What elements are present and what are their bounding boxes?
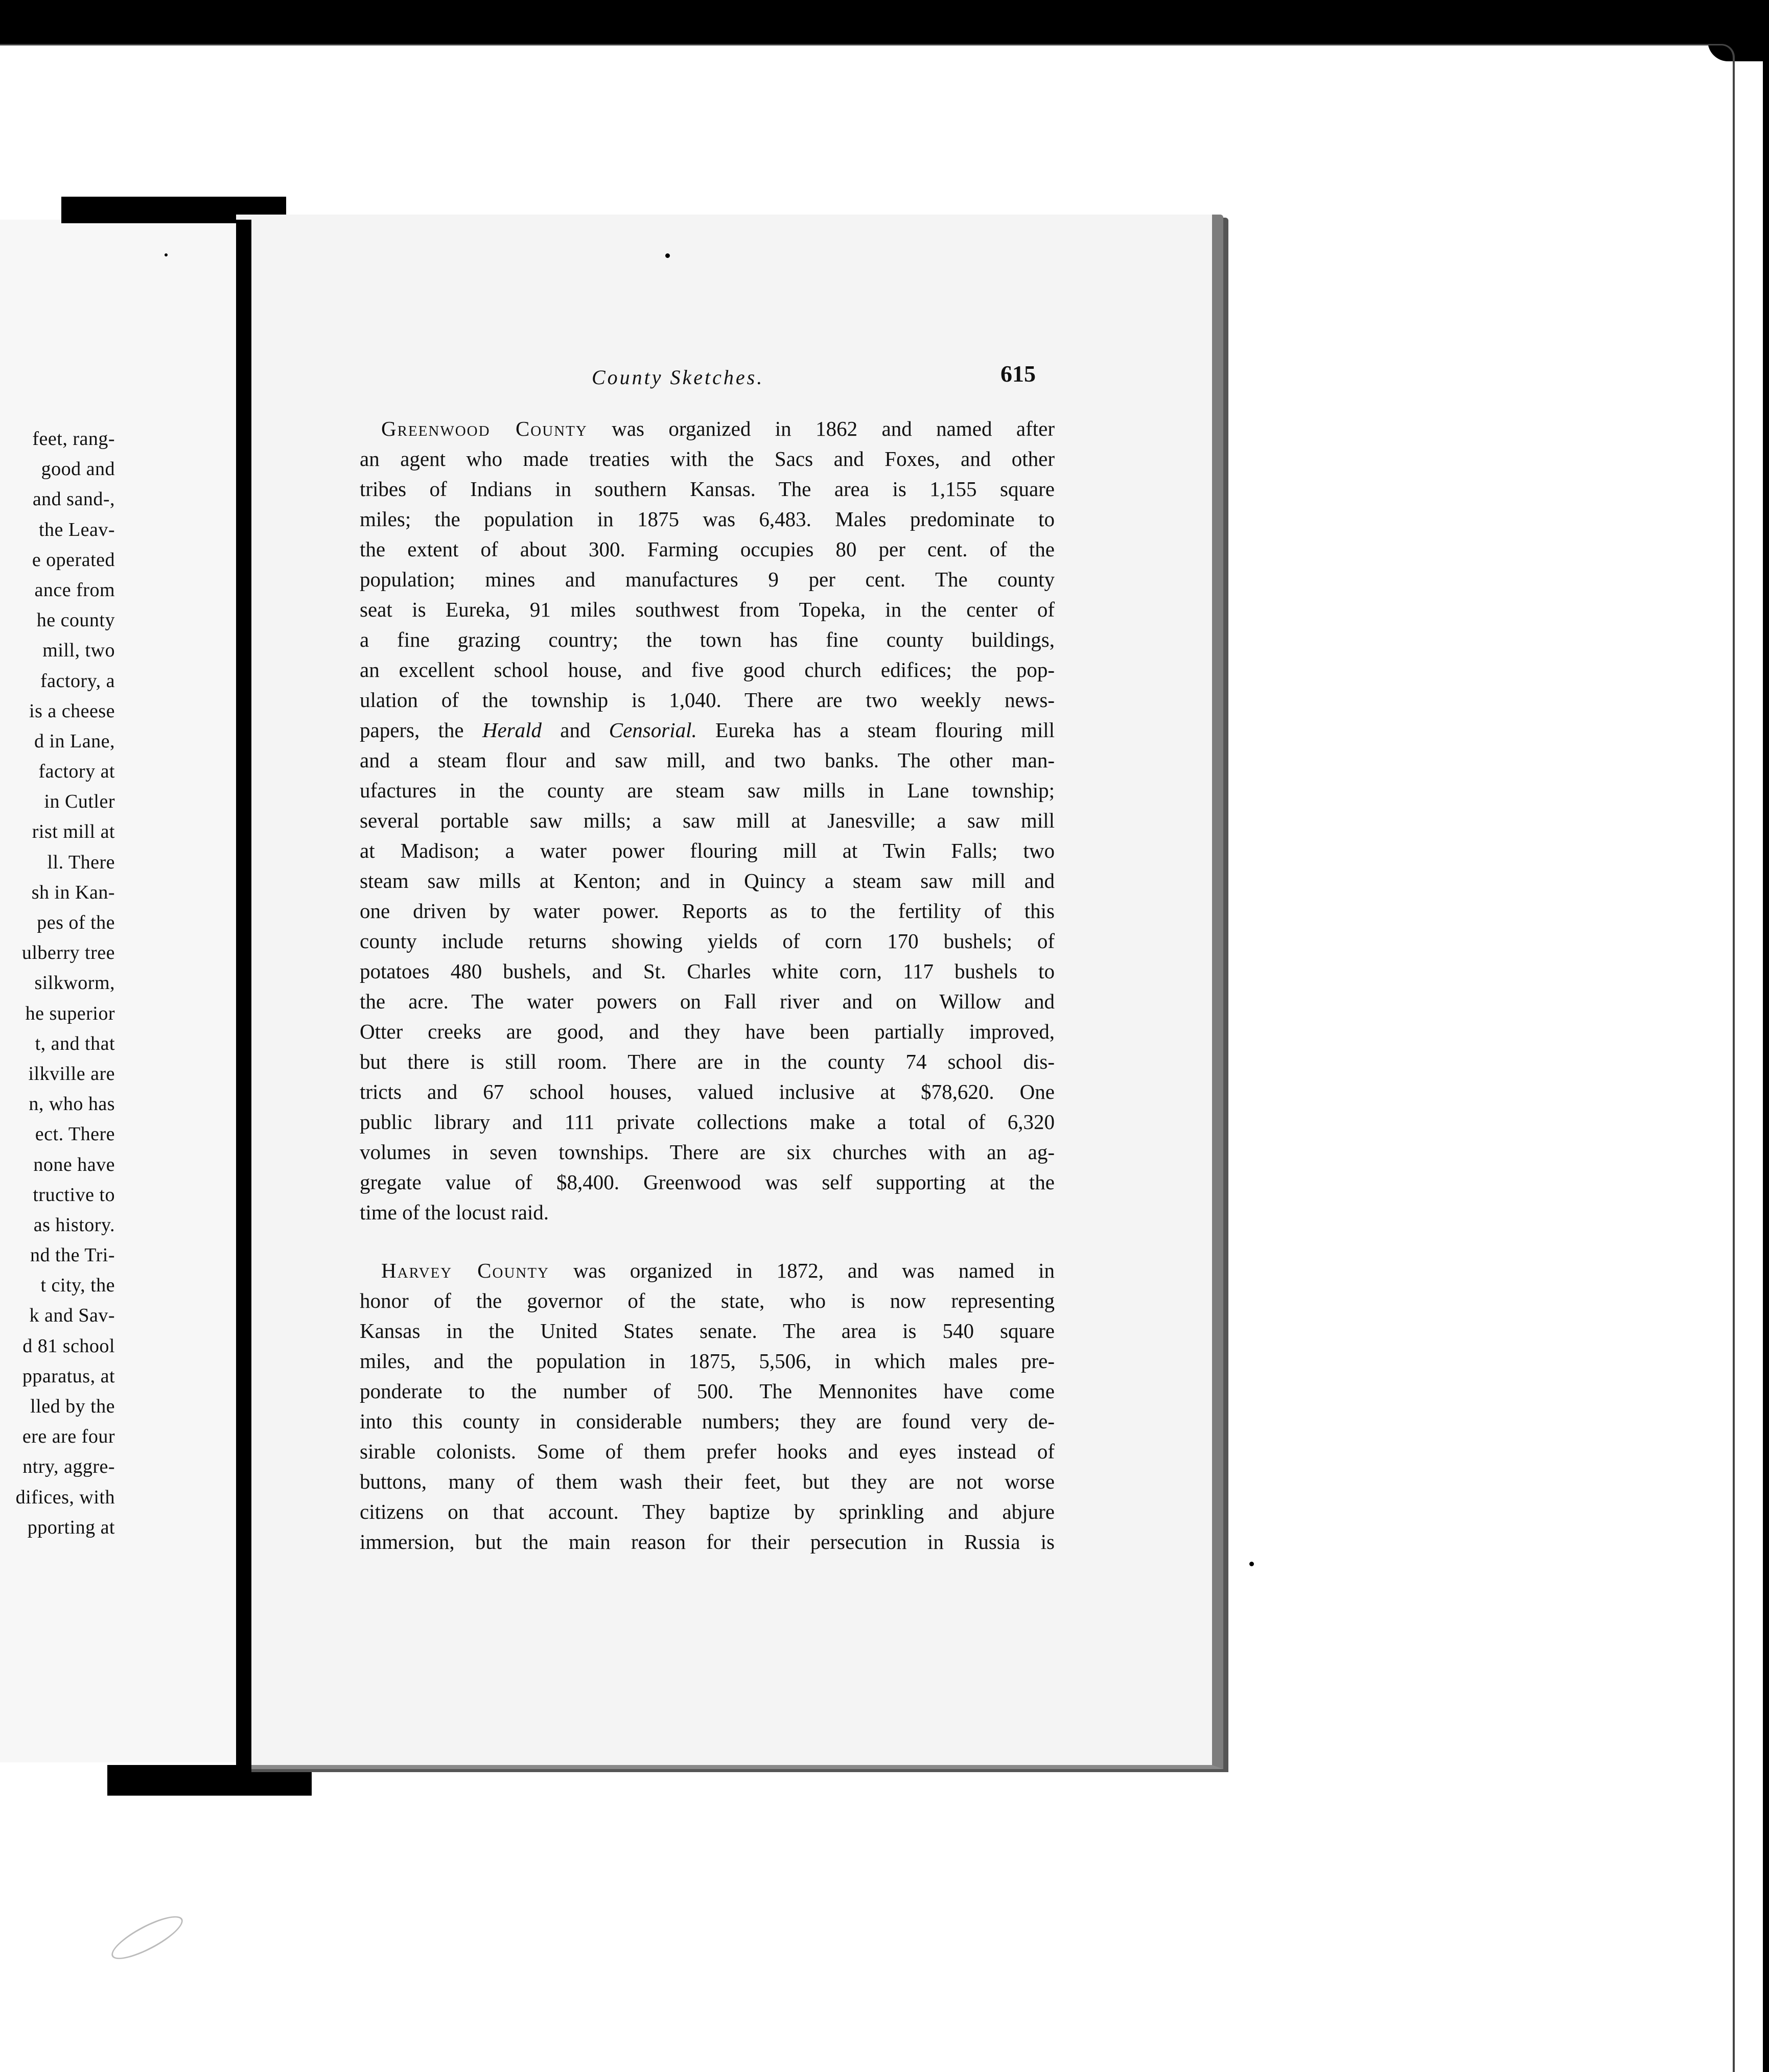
text-line: miles, and the population in 1875, 5,506, in which males pre- (360, 1349, 1055, 1373)
page-number: 615 (1000, 361, 1036, 387)
text-line: the acre. The water powers on Fall river and on Willow and (360, 990, 1055, 1013)
text-line: county include returns showing yields of corn 170 bushels; of (360, 929, 1055, 953)
text-line: ulation of the township is 1,040. There are two weekly news- (360, 688, 1055, 712)
text-line: miles; the population in 1875 was 6,483. Males predominate to (360, 507, 1055, 531)
newspaper-title: Censorial. (609, 718, 697, 742)
text-line: Harvey County was organized in 1872, and was named in (381, 1259, 1055, 1282)
text-line: citizens on that account. They baptize by sprinkling and abjure (360, 1500, 1055, 1523)
text-line: gregate value of $8,400. Greenwood was self supporting at the (360, 1170, 1055, 1194)
film-speck (165, 253, 168, 256)
text-line: ufactures in the county are steam saw mills in Lane township; (360, 779, 1055, 802)
text-line: at Madison; a water power flouring mill at Twin Falls; two (360, 839, 1055, 862)
text-line: steam saw mills at Kenton; and in Quincy a steam saw mill and (360, 869, 1055, 892)
text-line: tribes of Indians in southern Kansas. The area is 1,155 square (360, 477, 1055, 501)
text-line: volumes in seven townships. There are six churches with an ag- (360, 1140, 1055, 1164)
text-line: population; mines and manufactures 9 per cent. The county (360, 568, 1055, 591)
text-line: Greenwood County was organized in 1862 and named after (381, 417, 1055, 440)
book-spine (236, 220, 251, 1773)
harvey-county-paragraph (360, 1256, 1055, 1557)
text-line: tricts and 67 school houses, valued inclusive at $78,620. One (360, 1080, 1055, 1103)
greenwood-county-paragraph (360, 414, 1055, 1228)
text-line: honor of the governor of the state, who is now representing (360, 1289, 1055, 1312)
text-line: Kansas in the United States senate. The area is 540 square (360, 1319, 1055, 1343)
microfilm-right-border (1763, 41, 1769, 2072)
text-line: buttons, many of them wash their feet, but they are not worse (360, 1470, 1055, 1493)
text-line: public library and 111 private collections make a total of 6,320 (360, 1110, 1055, 1134)
text-line: but there is still room. There are in the county 74 school dis- (360, 1050, 1055, 1073)
binding-clip-bottom (107, 1765, 312, 1796)
text-line: into this county in considerable numbers; they are found very de- (360, 1409, 1055, 1433)
text-line: ponderate to the number of 500. The Mennonites have come (360, 1379, 1055, 1403)
text-line: an excellent school house, and five good church edifices; the pop- (360, 658, 1055, 681)
text-line: time of the locust raid. (360, 1200, 549, 1224)
text-line: seat is Eureka, 91 miles southwest from Topeka, in the center of (360, 598, 1055, 621)
text-line: and a steam flour and saw mill, and two banks. The other man- (360, 748, 1055, 772)
film-speck (1249, 1562, 1254, 1566)
text-line: the extent of about 300. Farming occupies 80 per cent. of the (360, 537, 1055, 561)
newspaper-title: Herald (482, 718, 542, 742)
section-heading: Greenwood County (381, 417, 588, 440)
text-line: a fine grazing country; the town has fine county buildings, (360, 628, 1055, 651)
text-line: an agent who made treaties with the Sacs and Foxes, and other (360, 447, 1055, 470)
text-line: papers, the Herald and Censorial. Eureka has a steam flouring mill (360, 718, 1055, 742)
section-heading: Harvey County (381, 1259, 550, 1282)
text-line: sirable colonists. Some of them prefer hooks and eyes instead of (360, 1440, 1055, 1463)
microfilm-top-border (0, 0, 1769, 44)
text-line: immersion, but the main reason for their persecution in Russia is (360, 1530, 1055, 1553)
text-line: one driven by water power. Reports as to the fertility of this (360, 899, 1055, 923)
previous-page-text: feet, rang- good and and sand-, the Leav- e operated ance from he county mill, two factory, a is a cheese d in Lane, factory at in Cutler rist mill at ll. There sh in Kan- pes of the ulberry tree silkworm, he superior t, and that ilkville are n, who has ect. There none have tructive to as history. nd the Tri- t city, the k and Sav- d 81 school pparatus, at lled by the ere are four ntry, aggre- difices, with pporting at (15, 428, 115, 1538)
text-line: Otter creeks are good, and they have been partially improved, (360, 1020, 1055, 1043)
text-line: several portable saw mills; a saw mill at Janesville; a saw mill (360, 809, 1055, 832)
text-line: potatoes 480 bushels, and St. Charles white corn, 117 bushels to (360, 959, 1055, 983)
running-head: County Sketches. (592, 366, 764, 389)
film-speck (665, 253, 670, 258)
